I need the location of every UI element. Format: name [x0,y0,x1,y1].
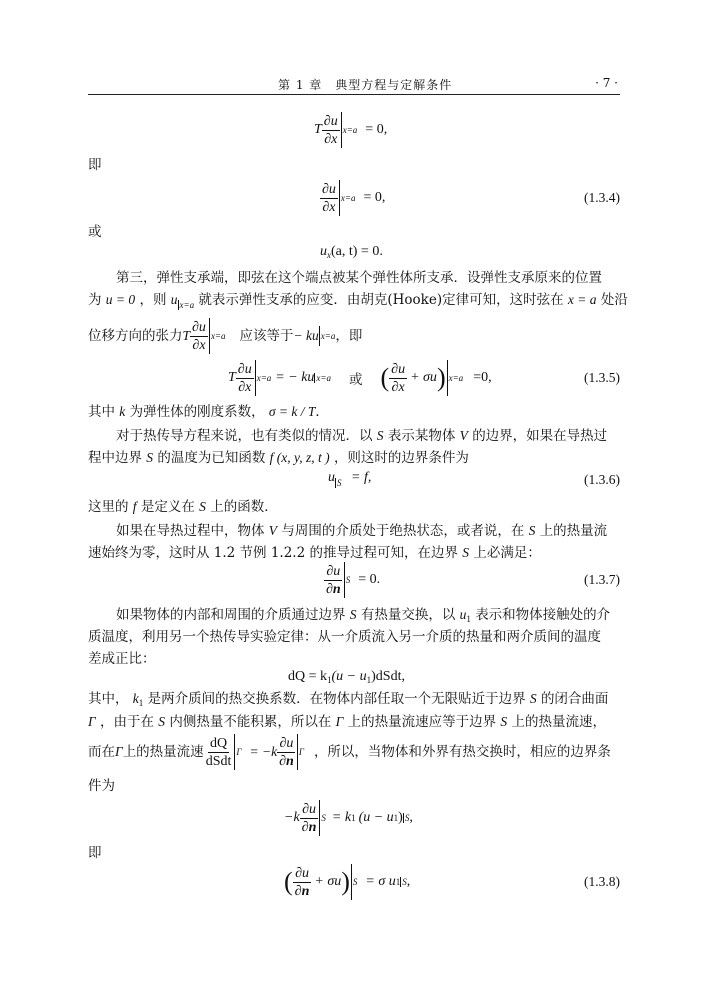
text-span: 的温度为已知函数 [157,450,266,466]
paragraph-line: 差成正比： [88,651,156,667]
inline-math: k [119,404,126,419]
equation-tag: (1.3.7) [584,572,620,587]
text-span: 对于热传导方程来说，也有类似的情况．以 [116,428,373,444]
denominator: ∂n [279,753,294,769]
inline-math: x = a [567,292,597,307]
inline-math: u [170,292,178,307]
text-span: 上必满足： [473,545,541,561]
numerator: ∂u [302,801,316,817]
eval-bar [255,360,256,396]
term: )dSdt, [371,669,405,684]
subscript: S [337,478,342,488]
paragraph-line: 其中 k 为弹性体的刚度系数， σ = k / T． [88,404,329,420]
eval-subscript: x=a [210,331,226,341]
symbol-T: T [314,122,322,137]
inline-math: S [349,607,357,622]
equation-tag: (1.3.5) [584,370,620,385]
denominator: ∂x [238,379,252,395]
inline-math: f (x, y, z, t ) [269,450,330,465]
inline-math: V [459,428,468,443]
text-span: 上的热量流 [539,523,608,539]
paragraph-line [88,734,620,774]
numerator: ∂u [322,181,336,197]
subscript: x=a [316,373,331,383]
fraction [320,181,338,216]
term: (u − u [331,669,367,684]
equation-tag: (1.3.6) [584,472,620,487]
paren-right: ) [436,363,446,392]
args: (a, t) = 0. [331,244,383,259]
comma: , [406,874,411,889]
equation-ux [88,244,620,266]
inline-math: S [462,545,470,560]
text-span: 处沿 [600,292,628,308]
numerator: dQ [209,735,228,751]
equals-zero: = 0. [358,572,381,587]
paragraph-line [88,290,628,315]
fraction [236,361,254,396]
eval-bar [209,318,210,354]
paragraph-line [88,318,620,354]
text-span: 其中 [88,404,115,420]
inline-math: S [529,691,537,706]
text-span: ，由于在 [99,714,154,730]
or-word: 或 [348,372,363,388]
lhs: dQ = k [288,669,328,684]
rhs: = − ku [275,370,315,385]
fraction [322,113,340,148]
inline-math: S [158,714,166,729]
inline-math: S [199,499,206,514]
text-span: 如果物体的内部和周围的介质通过边界 [116,607,346,623]
denominator: ∂x [324,131,338,147]
text-span: 与周围的介质处于绝热状态，或者说，在 [281,523,525,539]
eval-subscript: x=a [256,373,272,383]
equation-exchange [88,800,620,840]
paragraph-line [116,605,620,629]
subscript: 1 [466,614,471,624]
eval-bar [339,180,340,216]
text-span: 程中边界 [88,450,142,466]
text-span: 就表示弹性支承的应变．由胡克(Hooke)定律可知，这时弦在 [198,292,564,308]
comma: , [409,810,413,825]
denominator: ∂n [294,883,310,899]
inline-math: S [376,428,384,443]
eval-subscript: x=a [342,125,358,135]
inline-math: f [132,499,137,514]
denominator: ∂x [192,337,206,353]
text-span: 应该等于 [239,328,294,344]
denominator: ∂x [322,199,336,215]
equals-zero: = 0, [365,122,388,137]
text-span: ，则这时的边界条件为 [333,450,469,466]
denominator: dSdt [205,753,232,769]
text-span: 的边界，如果在导热过 [472,428,608,444]
paragraph-line [88,497,620,517]
inline-math: u = 0 [105,292,136,307]
numerator: ∂u [237,361,252,377]
inline-math: u [459,607,467,622]
text-span: ，则 [139,292,167,308]
inline-math: Γ [335,714,344,729]
text-span: 是两介质间的热交换系数．在物体内部任取一个无限贴近于边界 [147,691,526,707]
text-span: 速始终为零，这时从 1.2 节例 1.2.2 的推导过程可知，在边界 [88,545,458,561]
text-span: 表示某物体 [387,428,456,444]
equation-1-3-8 [88,864,620,904]
fraction [190,319,208,354]
eval-bar [344,562,345,598]
paragraph-line [88,448,620,468]
rhs: = k [331,810,352,825]
numerator: ∂u [279,735,294,751]
inline-subscript: x=a [319,326,336,346]
term: ) [398,810,403,825]
symbol-u: u [320,244,327,259]
equation-1-3-5 [88,360,620,400]
eval-bar [319,800,320,836]
subscript: S [404,813,410,823]
numerator: ∂u [326,563,341,579]
eval-subscript: Γ [236,747,242,757]
subscript: 1 [138,698,144,708]
fraction [204,735,234,770]
paragraph-line: 件为 [88,778,115,794]
numerator: ∂u [295,865,309,881]
equation-1-3-6 [88,470,620,494]
subscript: S [402,877,407,887]
paren-left: ( [380,363,390,392]
fraction [277,735,296,770]
denominator: ∂x [391,379,405,395]
text-span: 为弹性体的刚度系数， [129,404,265,420]
inline-math: T [182,328,191,343]
equation-tag: (1.3.8) [584,874,620,889]
paragraph-line [88,712,620,732]
eval-subscript: x=a [340,193,356,203]
text-span: 内侧热量不能积累，所以在 [169,714,332,730]
equation-1 [88,112,620,152]
text-span: 有热量交换，以 [360,607,456,623]
text-span: 其中， [88,691,129,707]
eval-subscript: x=a [448,373,464,383]
text-line: 或 [88,224,102,240]
paragraph-line [88,543,620,563]
text-span: 上的热量流速 [122,744,204,760]
text-line: 即 [88,845,102,861]
inline-math: S [528,523,536,538]
text-span: 为 [88,292,102,308]
text-span: 上的函数． [210,499,278,515]
symbol-u: u [328,470,335,485]
lhs: −k [284,810,300,825]
inline-math: k [132,691,139,706]
subscript: 1 [393,813,399,823]
inline-math: Γ [115,744,123,759]
paragraph-line [116,521,620,541]
inline-math: Γ [88,714,96,729]
paragraph-line [116,426,620,446]
fraction [324,563,343,598]
subscript: 1 [327,675,332,685]
text-line: 即 [88,157,102,173]
numerator: ∂u [391,361,406,377]
subscript: 1 [395,877,401,887]
text-span: 的闭合曲面 [540,691,609,707]
text-span: ，即 [335,328,363,344]
rhs: = σ u [365,874,396,889]
paren-left: ( [284,867,293,896]
text-span: 上的热量流速， [511,714,606,730]
eval-bar [341,112,342,148]
numerator: ∂u [192,319,206,335]
symbol-T: T [228,370,236,385]
inline-math: = −k [249,744,278,759]
inline-math: − ku [293,328,319,343]
eval-subscript: S [345,575,351,585]
paragraph-line [88,689,620,713]
paragraph-line: 第三，弹性支承端，即弦在这个端点被某个弹性体所支承．设弹性支承原来的位置 [116,270,602,286]
text-span: ，所以，当物体和外界有热交换时，相应的边界条 [313,744,611,760]
eval-bar [351,864,352,900]
text-span: 位移方向的张力 [88,328,183,344]
page-number: · 7 · [595,76,618,90]
term: + σu [314,874,342,889]
text-span: 上的热量流速应等于边界 [347,714,497,730]
chapter-title: 第 1 章 典型方程与定解条件 [278,78,453,92]
denominator: ∂n [326,581,341,597]
text-span: 而在 [88,744,115,760]
fraction [300,801,319,836]
running-header [88,76,620,95]
equation-1-3-4 [88,180,620,220]
subscript: 1 [366,675,372,685]
subscript: x [327,250,331,260]
paren-right: ) [341,867,350,896]
equals-zero: = 0, [363,190,386,205]
inline-math: σ = k / T [268,404,316,419]
text-span: 这里的 [88,499,129,515]
equation-dQ [88,669,620,691]
equals-zero: =0, [473,370,492,385]
equation-tag: (1.3.4) [584,190,620,205]
equation-1-3-7 [88,562,620,602]
term: (u − u [358,810,394,825]
eval-bar [447,360,448,396]
eval-subscript: Γ [298,747,304,757]
inline-math: S [146,450,154,465]
inline-subscript: x=a [179,300,195,310]
text-span: 是定义在 [140,499,195,515]
fraction [389,361,407,396]
text-span: 如果在导热过程中，物体 [116,523,265,539]
rhs: = f, [351,470,372,485]
numerator: ∂u [323,113,338,129]
inline-math: S [500,714,508,729]
eval-bar [297,734,298,770]
term: + σu [410,370,437,385]
fraction [293,865,312,900]
subscript: 1 [351,813,356,823]
text-span: 表示和物体接触处的介 [475,607,611,623]
paragraph-line: 质温度，利用另一个热传导实验定律：从一介质流入另一介质的热量和两介质间的温度 [88,629,601,645]
eval-subscript: S [321,813,326,823]
denominator: ∂n [301,819,317,835]
inline-math: V [268,523,278,538]
eval-subscript: S [352,877,358,887]
